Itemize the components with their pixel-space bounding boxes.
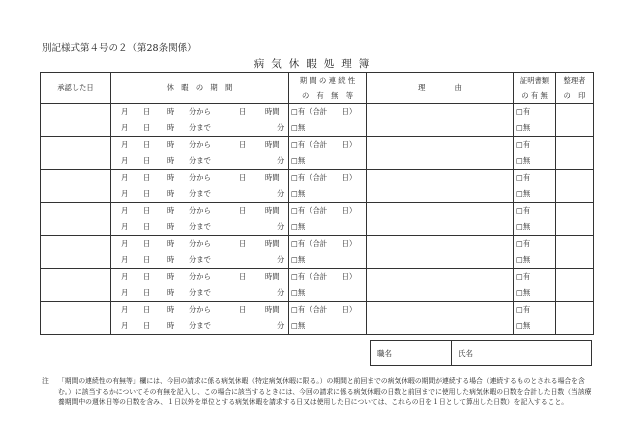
period-unit-label: 分まで (189, 189, 211, 198)
stamp-cell[interactable] (556, 269, 594, 302)
period-unit-label: 日 (239, 272, 247, 281)
certificate-cell (514, 302, 556, 335)
header-stamp-line1: 整理者 (563, 76, 586, 85)
reason-cell[interactable] (367, 104, 514, 137)
period-unit-label: 時間 (265, 107, 280, 116)
reason-cell[interactable] (367, 170, 514, 203)
continuity-no-checkbox[interactable]: □無 (291, 321, 306, 330)
continuity-no-checkbox[interactable]: □無 (291, 156, 306, 165)
header-certificate (514, 73, 556, 104)
period-unit-label: 月 (121, 255, 129, 264)
header-certificate-line2: の 有 無 (521, 91, 548, 100)
table-row (41, 236, 594, 269)
period-unit-label: 日 (143, 288, 151, 297)
period-unit-label: 日 (239, 173, 247, 182)
certificate-cell (514, 170, 556, 203)
reason-cell[interactable] (367, 236, 514, 269)
table-row (41, 203, 594, 236)
certificate-no-checkbox[interactable]: □無 (516, 255, 531, 264)
certificate-no-checkbox[interactable]: □無 (516, 288, 531, 297)
stamp-cell[interactable] (556, 170, 594, 203)
period-end-line (111, 285, 288, 301)
table-header-row (41, 73, 594, 104)
period-unit-label: 日 (143, 189, 151, 198)
table-row (41, 170, 594, 203)
period-unit-label: 時 (167, 107, 175, 116)
certificate-cell (514, 137, 556, 170)
period-unit-label: 分から (189, 107, 211, 116)
period-unit-label: 分から (189, 206, 211, 215)
period-unit-label: 月 (121, 321, 129, 330)
period-unit-label: 分まで (189, 288, 211, 297)
certificate-yes-checkbox[interactable]: □有 (516, 239, 531, 248)
header-continuity (289, 73, 367, 104)
period-unit-label: 分 (277, 156, 285, 165)
period-unit-label: 時 (167, 272, 175, 281)
period-start-line (111, 203, 288, 219)
period-unit-label: 日 (239, 206, 247, 215)
period-unit-label: 時 (167, 206, 175, 215)
period-unit-label: 分から (189, 305, 211, 314)
period-unit-label: 時 (167, 288, 175, 297)
period-start-line (111, 302, 288, 318)
continuity-cell (289, 236, 367, 269)
continuity-yes-checkbox[interactable]: □有（合計 日） (291, 107, 357, 116)
period-unit-label: 時 (167, 239, 175, 248)
leave-period-cell[interactable] (111, 236, 289, 269)
period-unit-label: 日 (143, 272, 151, 281)
reason-cell[interactable] (367, 137, 514, 170)
period-end-line (111, 252, 288, 268)
approved-date-cell[interactable] (41, 170, 111, 203)
form-number: 別記様式第４号の２（第28条関係） (42, 43, 197, 54)
stamp-cell[interactable] (556, 203, 594, 236)
period-unit-label: 月 (121, 189, 129, 198)
period-unit-label: 分まで (189, 156, 211, 165)
period-unit-label: 日 (143, 239, 151, 248)
period-unit-label: 時間 (265, 206, 280, 215)
continuity-cell (289, 302, 367, 335)
period-unit-label: 時 (167, 255, 175, 264)
period-end-line (111, 318, 288, 334)
leave-period-cell[interactable] (111, 302, 289, 335)
continuity-no-checkbox[interactable]: □無 (291, 288, 306, 297)
period-unit-label: 日 (143, 206, 151, 215)
period-unit-label: 時 (167, 222, 175, 231)
header-stamp-line2: の 印 (563, 91, 586, 100)
period-unit-label: 日 (239, 239, 247, 248)
period-unit-label: 分まで (189, 321, 211, 330)
period-unit-label: 分から (189, 239, 211, 248)
footnote-label: 注 (42, 377, 49, 385)
approved-date-cell[interactable] (41, 203, 111, 236)
period-unit-label: 月 (121, 173, 129, 182)
period-unit-label: 分まで (189, 222, 211, 231)
period-start-line (111, 104, 288, 120)
continuity-yes-checkbox[interactable]: □有（合計 日） (291, 305, 357, 314)
period-unit-label: 分 (277, 255, 285, 264)
sick-leave-register-table (40, 72, 594, 335)
period-unit-label: 月 (121, 288, 129, 297)
reason-cell[interactable] (367, 302, 514, 335)
certificate-yes-checkbox[interactable]: □有 (516, 107, 531, 116)
continuity-no-checkbox[interactable]: □無 (291, 255, 306, 264)
period-unit-label: 月 (121, 140, 129, 149)
period-unit-label: 時 (167, 156, 175, 165)
certificate-no-checkbox[interactable]: □無 (516, 189, 531, 198)
footnote-text: 「期間の連続性の有無等」欄には、今回の請求に係る病気休暇（特定病気休暇に限る。）の期間と前回までの病気休暇の期間が連続する場合（連続するものとされる場合を含む。）に該当するかについてその有無を記入し、この場合に該当するときには、今回の請求に係る病気休暇の日数と前回までに使用した病気休暇の日数を合計した日数（当該療養期間中の週休日等の日数を含み、１日以外を単位とする病気休暇を請求する日又は使用した日については、これらの日を１日として算出した日数）を記入すること。 (58, 377, 592, 406)
certificate-yes-checkbox[interactable]: □有 (516, 140, 531, 149)
period-end-line (111, 186, 288, 202)
period-unit-label: 日 (143, 173, 151, 182)
stamp-cell[interactable] (556, 137, 594, 170)
certificate-cell (514, 269, 556, 302)
period-unit-label: 日 (239, 140, 247, 149)
header-stamp (556, 73, 594, 104)
header-leave-period: 休 暇 の 期 間 (111, 73, 289, 104)
certificate-cell (514, 203, 556, 236)
period-unit-label: 時 (167, 189, 175, 198)
period-unit-label: 日 (143, 140, 151, 149)
header-continuity-line1: 期 間 の 連 続 性 (299, 76, 356, 85)
period-unit-label: 時間 (265, 272, 280, 281)
period-unit-label: 日 (143, 321, 151, 330)
continuity-cell (289, 170, 367, 203)
continuity-no-checkbox[interactable]: □無 (291, 222, 306, 231)
period-unit-label: 分から (189, 140, 211, 149)
approved-date-cell[interactable] (41, 269, 111, 302)
period-unit-label: 時間 (265, 305, 280, 314)
period-unit-label: 日 (143, 222, 151, 231)
period-unit-label: 分まで (189, 123, 211, 132)
period-unit-label: 月 (121, 156, 129, 165)
table-row (41, 104, 594, 137)
period-unit-label: 日 (143, 305, 151, 314)
period-unit-label: 月 (121, 272, 129, 281)
period-unit-label: 分 (277, 321, 285, 330)
period-unit-label: 時間 (265, 140, 280, 149)
name-label: 氏名 (452, 341, 592, 366)
period-unit-label: 月 (121, 222, 129, 231)
period-unit-label: 分から (189, 173, 211, 182)
period-unit-label: 日 (239, 107, 247, 116)
signature-box (370, 340, 592, 366)
continuity-yes-checkbox[interactable]: □有（合計 日） (291, 272, 357, 281)
period-end-line (111, 153, 288, 169)
period-unit-label: 時 (167, 321, 175, 330)
header-reason: 理 由 (367, 73, 514, 104)
reason-cell[interactable] (367, 203, 514, 236)
leave-period-cell[interactable] (111, 203, 289, 236)
period-unit-label: 日 (239, 305, 247, 314)
table-row (41, 137, 594, 170)
period-unit-label: 時 (167, 123, 175, 132)
period-unit-label: 分 (277, 288, 285, 297)
stamp-cell[interactable] (556, 236, 594, 269)
period-unit-label: 月 (121, 206, 129, 215)
stamp-cell[interactable] (556, 104, 594, 137)
period-unit-label: 時間 (265, 173, 280, 182)
period-unit-label: 時 (167, 140, 175, 149)
period-unit-label: 日 (143, 255, 151, 264)
header-certificate-line1: 証明書類 (519, 76, 550, 85)
approved-date-cell[interactable] (41, 104, 111, 137)
footnote (42, 376, 598, 408)
period-end-line (111, 120, 288, 136)
period-unit-label: 分 (277, 123, 285, 132)
period-unit-label: 月 (121, 239, 129, 248)
period-unit-label: 日 (143, 156, 151, 165)
period-unit-label: 時 (167, 305, 175, 314)
leave-period-cell[interactable] (111, 104, 289, 137)
period-unit-label: 月 (121, 123, 129, 132)
position-label: 職名 (371, 341, 452, 366)
certificate-yes-checkbox[interactable]: □有 (516, 305, 531, 314)
period-unit-label: 日 (143, 123, 151, 132)
continuity-yes-checkbox[interactable]: □有（合計 日） (291, 206, 357, 215)
certificate-no-checkbox[interactable]: □無 (516, 222, 531, 231)
continuity-cell (289, 137, 367, 170)
period-unit-label: 分 (277, 222, 285, 231)
certificate-yes-checkbox[interactable]: □有 (516, 206, 531, 215)
leave-period-cell[interactable] (111, 170, 289, 203)
header-approved-date: 承認した日 (41, 73, 111, 104)
leave-period-cell[interactable] (111, 269, 289, 302)
period-unit-label: 分から (189, 272, 211, 281)
certificate-no-checkbox[interactable]: □無 (516, 156, 531, 165)
period-unit-label: 月 (121, 305, 129, 314)
period-unit-label: 分 (277, 189, 285, 198)
certificate-no-checkbox[interactable]: □無 (516, 123, 531, 132)
approved-date-cell[interactable] (41, 236, 111, 269)
period-start-line (111, 170, 288, 186)
period-unit-label: 月 (121, 107, 129, 116)
continuity-yes-checkbox[interactable]: □有（合計 日） (291, 239, 357, 248)
continuity-cell (289, 269, 367, 302)
period-start-line (111, 236, 288, 252)
period-start-line (111, 269, 288, 285)
period-end-line (111, 219, 288, 235)
certificate-yes-checkbox[interactable]: □有 (516, 272, 531, 281)
period-unit-label: 分まで (189, 255, 211, 264)
leave-period-cell[interactable] (111, 137, 289, 170)
table-row (41, 302, 594, 335)
period-start-line (111, 137, 288, 153)
continuity-no-checkbox[interactable]: □無 (291, 123, 306, 132)
page-title: 病気休暇処理簿 (253, 58, 377, 70)
certificate-cell (514, 236, 556, 269)
continuity-cell (289, 203, 367, 236)
continuity-yes-checkbox[interactable]: □有（合計 日） (291, 173, 357, 182)
header-continuity-line2: の 有 無 等 (301, 91, 354, 100)
reason-cell[interactable] (367, 269, 514, 302)
approved-date-cell[interactable] (41, 302, 111, 335)
continuity-cell (289, 104, 367, 137)
period-unit-label: 日 (143, 107, 151, 116)
certificate-cell (514, 104, 556, 137)
continuity-no-checkbox[interactable]: □無 (291, 189, 306, 198)
certificate-no-checkbox[interactable]: □無 (516, 321, 531, 330)
table-row (41, 269, 594, 302)
continuity-yes-checkbox[interactable]: □有（合計 日） (291, 140, 357, 149)
period-unit-label: 時間 (265, 239, 280, 248)
approved-date-cell[interactable] (41, 137, 111, 170)
certificate-yes-checkbox[interactable]: □有 (516, 173, 531, 182)
stamp-cell[interactable] (556, 302, 594, 335)
period-unit-label: 時 (167, 173, 175, 182)
